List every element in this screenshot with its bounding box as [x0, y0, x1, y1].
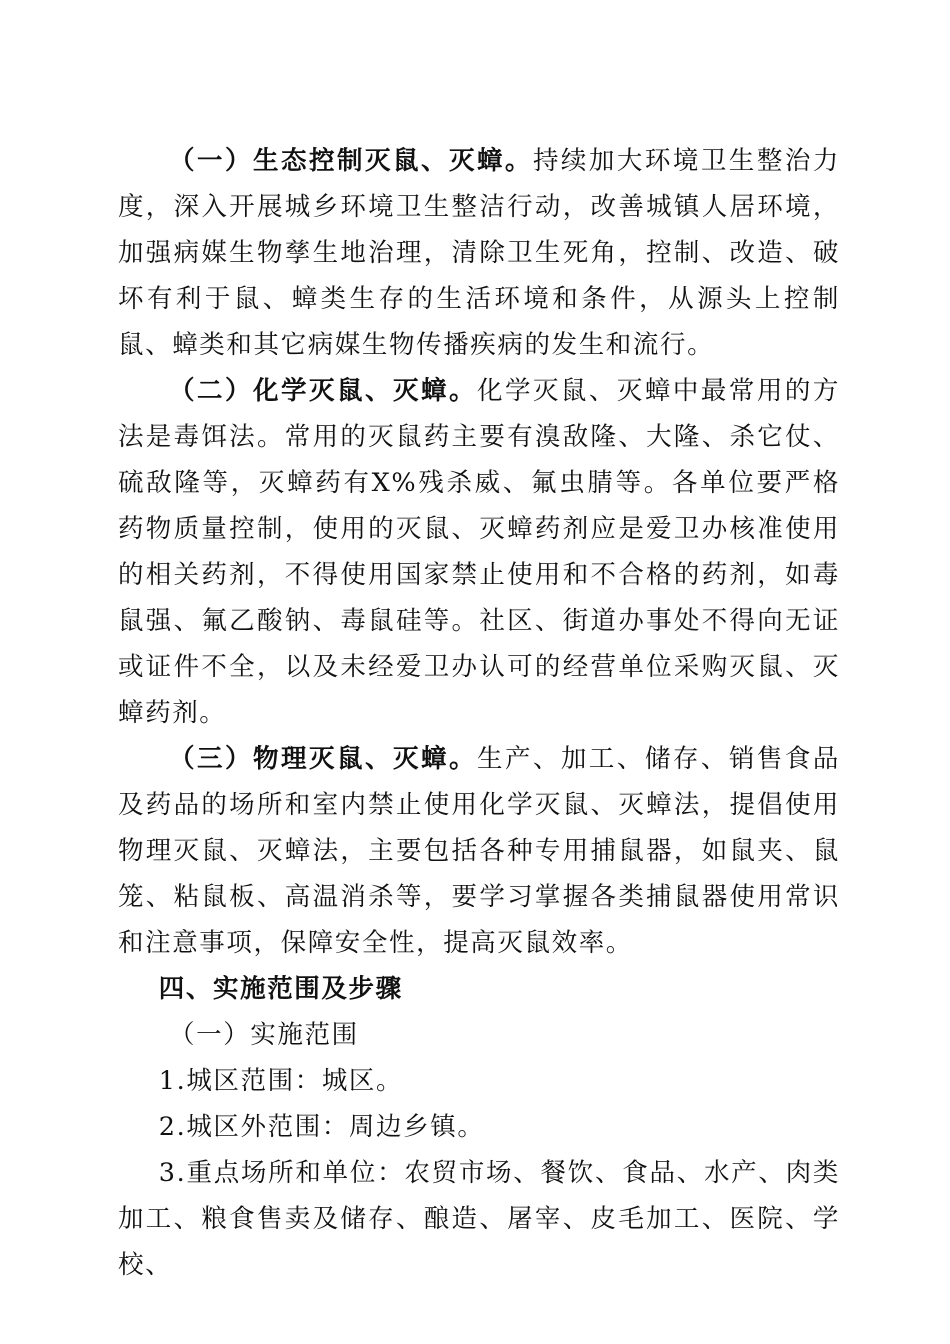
paragraph-lead: （二）化学灭鼠、灭蟑。: [169, 376, 477, 406]
list-item: 3.重点场所和单位：农贸市场、餐饮、食品、水产、肉类加工、粮食售卖及储存、酿造、屠宰、皮毛加工、医院、学校、: [118, 1158, 840, 1280]
list-item: 1.城区范围：城区。: [158, 1066, 404, 1096]
paragraph-text: 生产、加工、储存、销售食品及药品的场所和室内禁止使用化学灭鼠、灭蟑法，提倡使用物理灭鼠、灭蟑法，主要包括各种专用捕鼠器，如鼠夹、鼠笼、粘鼠板、高温消杀等，要学习掌握各类捕鼠器使用常识和注意事项，保障安全性，提高灭鼠效率。: [118, 744, 840, 958]
paragraph-lead: （一）生态控制灭鼠、灭蟑。: [169, 146, 533, 176]
paragraph-lead: （三）物理灭鼠、灭蟑。: [169, 744, 477, 774]
section-heading: 四、实施范围及步骤: [158, 974, 403, 1004]
paragraph-ecological-control: [118, 138, 840, 368]
paragraph-physical-control: [118, 736, 840, 966]
paragraph-chemical-control: [118, 368, 840, 736]
paragraph-text: 持续加大环境卫生整治力度，深入开展城乡环境卫生整洁行动，改善城镇人居环境，加强病媒生物孳生地治理，清除卫生死角，控制、改造、破坏有利于鼠、蟑类生存的生活环境和条件，从源头上控制鼠、蟑类和其它病媒生物传播疾病的发生和流行。: [118, 146, 840, 360]
list-item: 2.城区外范围：周边乡镇。: [158, 1112, 485, 1142]
subsection-heading: （一）实施范围: [169, 1020, 359, 1050]
document-body: [118, 138, 840, 1288]
paragraph-text: 化学灭鼠、灭蟑中最常用的方法是毒饵法。常用的灭鼠药主要有溴敌隆、大隆、杀它仗、硫敌隆等，灭蟑药有X%残杀威、氟虫腈等。各单位要严格药物质量控制，使用的灭鼠、灭蟑药剂应是爱卫办核准使用的相关药剂，不得使用国家禁止使用和不合格的药剂，如毒鼠强、氟乙酸钠、毒鼠硅等。社区、街道办事处不得向无证或证件不全，以及未经爱卫办认可的经营单位采购灭鼠、灭蟑药剂。: [118, 376, 840, 728]
